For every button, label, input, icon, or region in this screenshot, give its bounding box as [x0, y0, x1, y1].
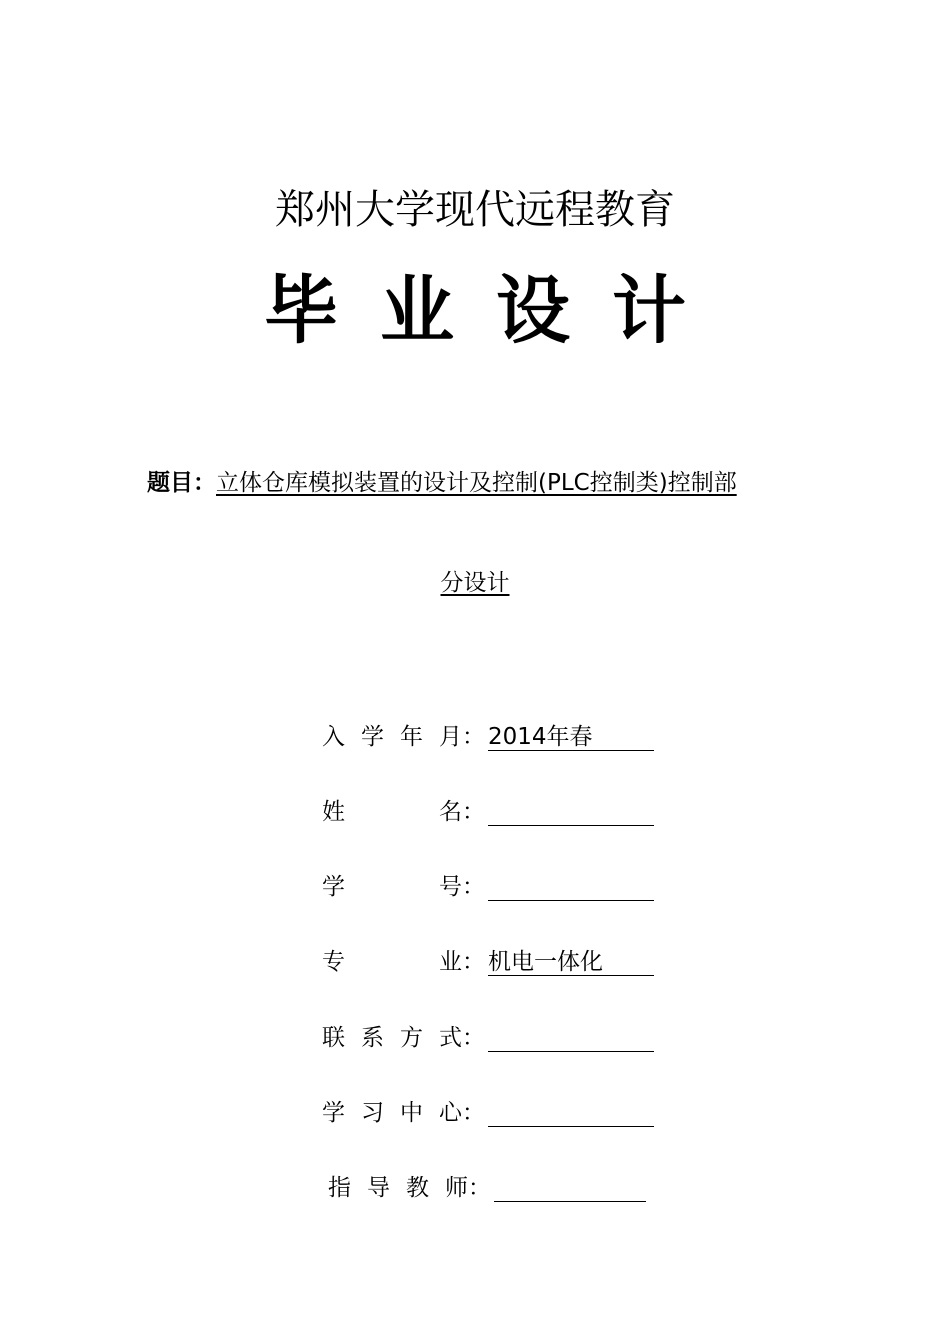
field-label: 学号	[322, 874, 462, 900]
topic-line-1	[147, 466, 737, 500]
field-colon: ：	[468, 1175, 491, 1201]
field-name	[322, 795, 654, 829]
field-learning-center	[322, 1096, 654, 1130]
institution-title: 郑州大学现代远程教育	[275, 187, 675, 233]
field-label: 入学年月	[322, 724, 462, 750]
field-label: 联系方式	[322, 1025, 462, 1051]
field-enrollment-date	[322, 720, 654, 754]
field-label: 姓名	[322, 799, 462, 825]
field-colon: ：	[462, 724, 485, 750]
field-label: 学习中心	[322, 1100, 462, 1126]
document-type-title: 毕业设计	[264, 268, 728, 354]
topic-label: 题目：	[147, 470, 216, 496]
field-value[interactable]: 机电一体化	[488, 945, 654, 976]
topic-text-line-1: 立体仓库模拟装置的设计及控制(PLC控制类)控制部	[216, 470, 737, 496]
field-major	[322, 945, 654, 979]
field-value[interactable]	[488, 795, 654, 826]
field-value[interactable]	[488, 1096, 654, 1127]
field-value[interactable]	[488, 870, 654, 901]
field-student-id	[322, 870, 654, 904]
field-label: 指导教师	[328, 1175, 468, 1201]
field-colon: ：	[462, 874, 485, 900]
field-label: 专业	[322, 949, 462, 975]
field-advisor	[328, 1171, 646, 1205]
topic-line-2	[0, 566, 950, 600]
field-contact	[322, 1021, 654, 1055]
topic-text-line-2: 分设计	[440, 570, 510, 596]
field-colon: ：	[462, 799, 485, 825]
field-colon: ：	[462, 949, 485, 975]
field-colon: ：	[462, 1100, 485, 1126]
field-value[interactable]: 2014年春	[488, 720, 654, 751]
field-colon: ：	[462, 1025, 485, 1051]
field-value[interactable]	[488, 1021, 654, 1052]
field-value[interactable]	[494, 1171, 646, 1202]
